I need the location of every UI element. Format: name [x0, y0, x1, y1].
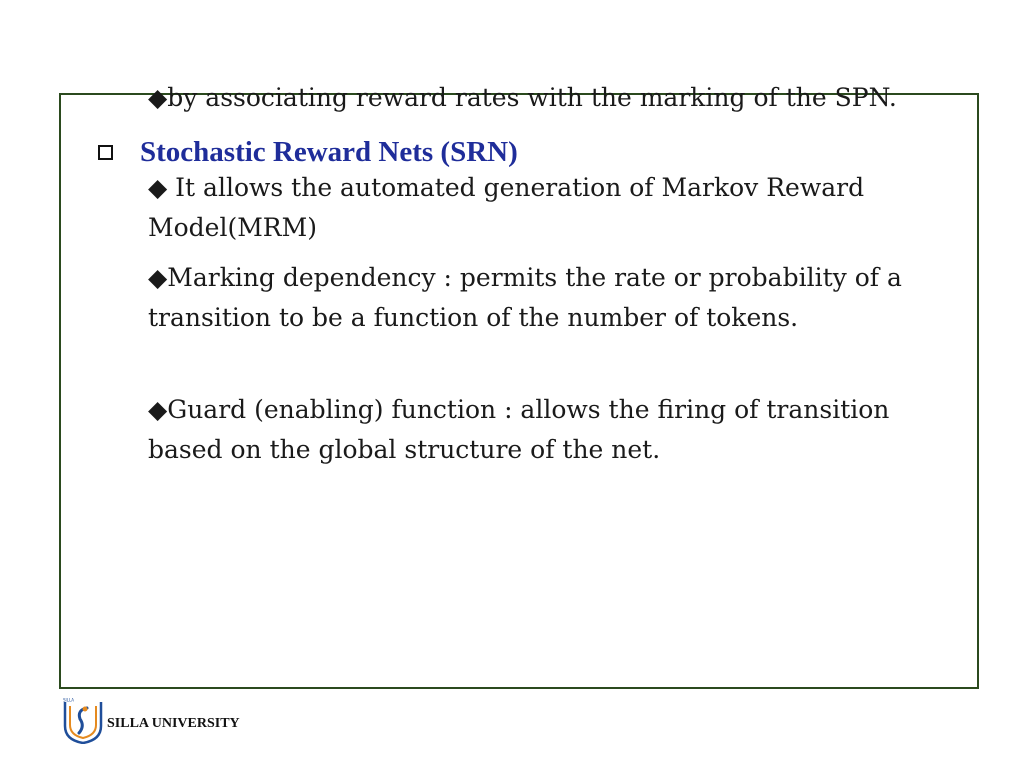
- bullet-paragraph: [148, 168, 908, 248]
- slide-title: Stochastic Reward Nets (SRN): [140, 136, 518, 168]
- bullet-paragraph: [148, 78, 908, 118]
- bullet-paragraph: [148, 390, 908, 470]
- university-logo: [61, 698, 105, 744]
- paragraph-text: by associating reward rates with the marking of the SPN.: [167, 83, 897, 112]
- slide-title-row: [98, 136, 518, 169]
- bullet-paragraph: [148, 258, 908, 338]
- diamond-bullet-icon: ◆: [148, 83, 168, 112]
- logo-lettering: SILLA: [63, 698, 75, 703]
- paragraph-text: Marking dependency : permits the rate or probability of a transition to be a function of the number of tokens.: [148, 263, 902, 332]
- paragraph-text: Guard (enabling) function : allows the firing of transition based on the global structure of the net.: [148, 395, 890, 464]
- diamond-bullet-icon: ◆: [148, 263, 168, 292]
- university-name: SILLA UNIVERSITY: [107, 716, 240, 731]
- checkbox-bullet-icon: [98, 145, 113, 160]
- paragraph-text: It allows the automated generation of Markov Reward Model(MRM): [148, 173, 865, 242]
- diamond-bullet-icon: ◆: [148, 173, 168, 202]
- diamond-bullet-icon: ◆: [148, 395, 168, 424]
